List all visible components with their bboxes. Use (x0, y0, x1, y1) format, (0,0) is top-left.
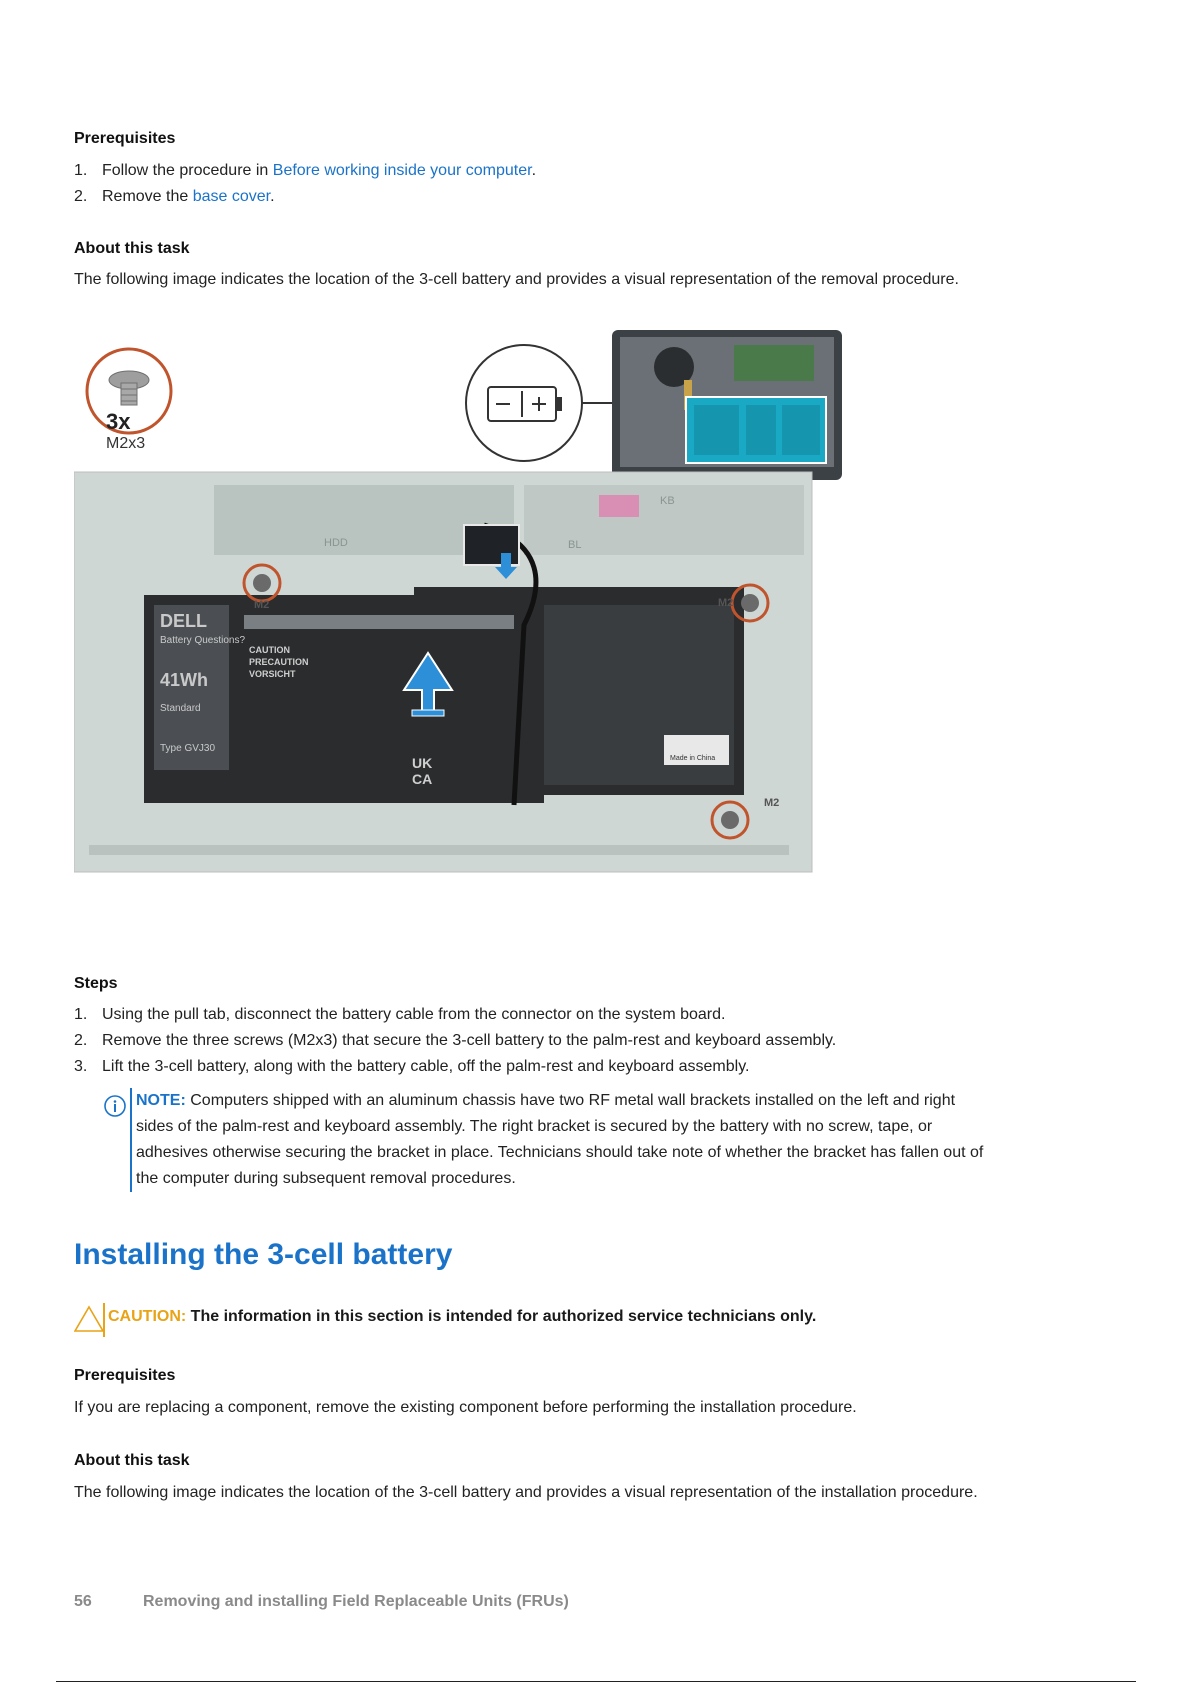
chapter-title: Removing and installing Field Replaceable Units (FRUs) (143, 1593, 569, 1610)
screw-type-label: M2x3 (106, 435, 146, 452)
note-label: NOTE: (136, 1092, 186, 1109)
install-about-task-heading: About this task (74, 1452, 190, 1469)
section-title: Installing the 3-cell battery (74, 1238, 453, 1271)
figure-svg (74, 325, 874, 940)
base-cover-link[interactable]: base cover (192, 188, 271, 205)
screw-count-label: 3x (106, 409, 131, 434)
list-text-end: . (270, 188, 275, 205)
list-number: 1. (74, 1006, 88, 1023)
list-text: Remove the three screws (M2x3) that secure the 3-cell battery to the palm-rest and keyboard assembly. (102, 1032, 837, 1049)
list-item (74, 1028, 1134, 1054)
page-number: 56 (74, 1593, 92, 1610)
battery-type-label: Type GVJ30 (160, 743, 216, 754)
before-working-link[interactable]: Before working inside your computer (272, 162, 532, 179)
battery-vorsicht-print: VORSICHT (249, 669, 296, 679)
list-number: 1. (74, 162, 88, 179)
battery-removal-figure (74, 325, 874, 940)
laptop-overview-image (612, 330, 842, 480)
screw-label-m2-left: M2 (254, 599, 270, 611)
kb-label: KB (660, 495, 675, 507)
screw-label-m2-right-top: M2 (718, 597, 734, 609)
battery-questions-label: Battery Questions? (160, 635, 246, 646)
list-text: Lift the 3-cell battery, along with the battery cable, off the palm-rest and keyboard assembly. (102, 1058, 750, 1075)
caution-label: CAUTION: (108, 1308, 187, 1325)
battery-capacity-label: 41Wh (160, 670, 209, 690)
steps-list (74, 1002, 1134, 1080)
about-task-text: The following image indicates the location of the 3-cell battery and provides a visual representation of the removal procedure. (74, 271, 959, 288)
list-item (74, 1054, 1134, 1080)
steps-heading: Steps (74, 975, 118, 992)
note-text: Computers shipped with an aluminum chassis have two RF metal wall brackets installed on the left and right (190, 1092, 956, 1109)
cert-ca-label: CA (412, 771, 433, 787)
about-task-heading: About this task (74, 240, 190, 257)
battery-standard-label: Standard (160, 703, 201, 714)
battery-precaution-print: PRECAUTION (249, 657, 309, 667)
battery-caution-print: CAUTION (249, 645, 290, 655)
caution-text: The information in this section is intended for authorized service technicians only. (190, 1308, 817, 1325)
info-icon (104, 1095, 126, 1117)
footer-rule (56, 1681, 1136, 1682)
note-line-3: adhesives otherwise securing the bracket in place. Technicians should take note of whether the bracket has fallen out of (136, 1144, 984, 1161)
list-item (74, 184, 1124, 210)
note-box (130, 1088, 1136, 1192)
caution-icon (74, 1303, 106, 1337)
caution-line (108, 1308, 816, 1326)
list-number: 3. (74, 1058, 88, 1075)
hdd-label: HDD (324, 537, 348, 549)
list-number: 2. (74, 188, 88, 205)
made-in-label: Made in China (670, 755, 716, 762)
note-line-1 (136, 1088, 1136, 1114)
list-item (74, 158, 1124, 184)
list-number: 2. (74, 1032, 88, 1049)
note-line-4: the computer during subsequent removal procedures. (136, 1170, 516, 1187)
install-about-task-text: The following image indicates the location of the 3-cell battery and provides a visual representation of the installation procedure. (74, 1484, 978, 1501)
bl-label: BL (568, 539, 582, 551)
battery-brand-label: DELL (160, 611, 207, 631)
list-text: Follow the procedure in (102, 162, 273, 179)
list-text: Using the pull tab, disconnect the battery cable from the connector on the system board. (102, 1006, 726, 1023)
install-prerequisites-heading: Prerequisites (74, 1367, 176, 1384)
screw-label-m2-right-bottom: M2 (764, 797, 780, 809)
list-text: Remove the (102, 188, 193, 205)
install-prerequisites-text: If you are replacing a component, remove the existing component before performing the installation procedure. (74, 1399, 857, 1416)
cert-uk-label: UK (412, 755, 433, 771)
prerequisites-heading: Prerequisites (74, 130, 176, 147)
note-line-2: sides of the palm-rest and keyboard assembly. The right bracket is secured by the battery with no screw, tape, or (136, 1118, 933, 1135)
prerequisites-list (74, 158, 1124, 210)
list-text-end: . (531, 162, 537, 179)
list-item (74, 1002, 1134, 1028)
